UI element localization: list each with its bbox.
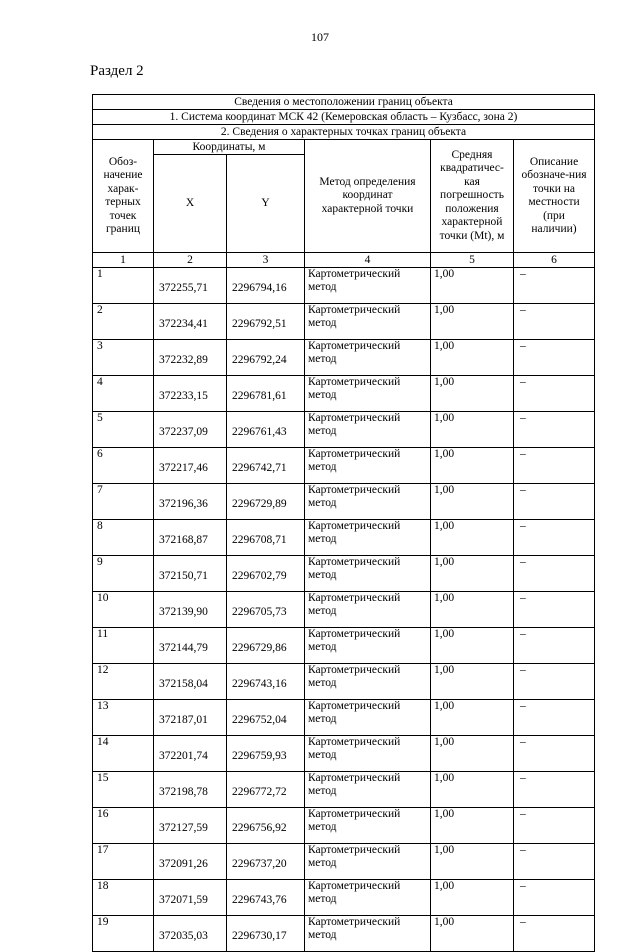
description-cell: – — [514, 304, 595, 340]
coord-x: 372237,09 — [154, 412, 227, 448]
coord-system-row — [93, 110, 595, 125]
coord-y: 2296752,04 — [227, 700, 305, 736]
point-number: 15 — [93, 772, 154, 808]
point-number: 18 — [93, 880, 154, 916]
page-number: 107 — [311, 30, 329, 44]
accuracy-cell: 1,00 — [431, 412, 514, 448]
description-cell: – — [514, 376, 595, 412]
point-number: 17 — [93, 844, 154, 880]
coord-x: 372091,26 — [154, 844, 227, 880]
header-accuracy: Средняя квадратичес-кая погрешность положения характерной точки (Mt), м — [431, 140, 514, 253]
table-row — [93, 412, 595, 448]
coord-x: 372234,41 — [154, 304, 227, 340]
point-number: 6 — [93, 448, 154, 484]
table-row — [93, 484, 595, 520]
method-cell: Картометрический метод — [305, 628, 431, 664]
method-cell: Картометрический метод — [305, 664, 431, 700]
point-number: 16 — [93, 808, 154, 844]
point-number: 13 — [93, 700, 154, 736]
coord-y: 2296759,93 — [227, 736, 305, 772]
table-subtitle: 2. Сведения о характерных точках границ объекта — [93, 125, 595, 140]
col-number: 5 — [431, 253, 514, 268]
table-row — [93, 844, 595, 880]
point-number: 19 — [93, 916, 154, 952]
header-point: Обоз-начение харак-терных точек границ — [93, 140, 154, 253]
description-cell: – — [514, 736, 595, 772]
coord-y: 2296730,17 — [227, 916, 305, 952]
header-row — [93, 140, 595, 155]
coord-x: 372217,46 — [154, 448, 227, 484]
col-number-row — [93, 253, 595, 268]
table-row — [93, 772, 595, 808]
coord-x: 372158,04 — [154, 664, 227, 700]
method-cell: Картометрический метод — [305, 340, 431, 376]
method-cell: Картометрический метод — [305, 880, 431, 916]
coord-y: 2296772,72 — [227, 772, 305, 808]
table-row — [93, 448, 595, 484]
point-number: 5 — [93, 412, 154, 448]
coord-y: 2296792,51 — [227, 304, 305, 340]
method-cell: Картометрический метод — [305, 844, 431, 880]
table-row — [93, 880, 595, 916]
method-cell: Картометрический метод — [305, 700, 431, 736]
coord-x: 372168,87 — [154, 520, 227, 556]
point-number: 7 — [93, 484, 154, 520]
accuracy-cell: 1,00 — [431, 700, 514, 736]
accuracy-cell: 1,00 — [431, 556, 514, 592]
coord-y: 2296756,92 — [227, 808, 305, 844]
coord-x: 372035,03 — [154, 916, 227, 952]
accuracy-cell: 1,00 — [431, 592, 514, 628]
description-cell: – — [514, 772, 595, 808]
method-cell: Картометрический метод — [305, 520, 431, 556]
table-row — [93, 736, 595, 772]
coord-y: 2296761,43 — [227, 412, 305, 448]
coord-x: 372255,71 — [154, 268, 227, 304]
method-cell: Картометрический метод — [305, 736, 431, 772]
accuracy-cell: 1,00 — [431, 340, 514, 376]
method-cell: Картометрический метод — [305, 772, 431, 808]
header-coords: Координаты, м — [154, 140, 305, 155]
coord-x: 372233,15 — [154, 376, 227, 412]
point-number: 1 — [93, 268, 154, 304]
coord-x: 372198,78 — [154, 772, 227, 808]
accuracy-cell: 1,00 — [431, 304, 514, 340]
description-cell: – — [514, 268, 595, 304]
coord-y: 2296792,24 — [227, 340, 305, 376]
accuracy-cell: 1,00 — [431, 808, 514, 844]
point-number: 9 — [93, 556, 154, 592]
coord-y: 2296781,61 — [227, 376, 305, 412]
table-row — [93, 628, 595, 664]
table-row — [93, 520, 595, 556]
description-cell: – — [514, 520, 595, 556]
col-number: 3 — [227, 253, 305, 268]
point-number: 2 — [93, 304, 154, 340]
header-y: Y — [227, 155, 305, 253]
coord-y: 2296742,71 — [227, 448, 305, 484]
method-cell: Картометрический метод — [305, 448, 431, 484]
method-cell: Картометрический метод — [305, 268, 431, 304]
coord-y: 2296743,76 — [227, 880, 305, 916]
description-cell: – — [514, 592, 595, 628]
accuracy-cell: 1,00 — [431, 844, 514, 880]
method-cell: Картометрический метод — [305, 412, 431, 448]
method-cell: Картометрический метод — [305, 304, 431, 340]
description-cell: – — [514, 340, 595, 376]
point-number: 3 — [93, 340, 154, 376]
method-cell: Картометрический метод — [305, 916, 431, 952]
coord-x: 372071,59 — [154, 880, 227, 916]
boundary-points-table — [92, 94, 595, 952]
table-row — [93, 592, 595, 628]
accuracy-cell: 1,00 — [431, 736, 514, 772]
coord-y: 2296737,20 — [227, 844, 305, 880]
col-number: 6 — [514, 253, 595, 268]
header-x: X — [154, 155, 227, 253]
table-row — [93, 340, 595, 376]
coord-x: 372144,79 — [154, 628, 227, 664]
coord-x: 372139,90 — [154, 592, 227, 628]
method-cell: Картометрический метод — [305, 556, 431, 592]
description-cell: – — [514, 844, 595, 880]
coord-y: 2296702,79 — [227, 556, 305, 592]
table-row — [93, 664, 595, 700]
accuracy-cell: 1,00 — [431, 772, 514, 808]
accuracy-cell: 1,00 — [431, 880, 514, 916]
accuracy-cell: 1,00 — [431, 664, 514, 700]
table-row — [93, 268, 595, 304]
description-cell: – — [514, 448, 595, 484]
table-row — [93, 376, 595, 412]
table-title-row — [93, 95, 595, 110]
accuracy-cell: 1,00 — [431, 268, 514, 304]
coord-y: 2296729,86 — [227, 628, 305, 664]
coord-x: 372201,74 — [154, 736, 227, 772]
description-cell: – — [514, 808, 595, 844]
coord-y: 2296794,16 — [227, 268, 305, 304]
col-number: 4 — [305, 253, 431, 268]
coord-x: 372127,59 — [154, 808, 227, 844]
point-number: 14 — [93, 736, 154, 772]
header-method: Метод определения координат характерной точки — [305, 140, 431, 253]
coord-y: 2296708,71 — [227, 520, 305, 556]
description-cell: – — [514, 664, 595, 700]
point-number: 11 — [93, 628, 154, 664]
method-cell: Картометрический метод — [305, 484, 431, 520]
accuracy-cell: 1,00 — [431, 628, 514, 664]
accuracy-cell: 1,00 — [431, 916, 514, 952]
header-description: Описание обозначе-ния точки на местности (при наличии) — [514, 140, 595, 253]
description-cell: – — [514, 628, 595, 664]
coord-y: 2296705,73 — [227, 592, 305, 628]
coord-x: 372150,71 — [154, 556, 227, 592]
description-cell: – — [514, 700, 595, 736]
coord-x: 372232,89 — [154, 340, 227, 376]
col-number: 2 — [154, 253, 227, 268]
description-cell: – — [514, 880, 595, 916]
section-title: Раздел 2 — [90, 63, 144, 79]
point-number: 8 — [93, 520, 154, 556]
point-number: 10 — [93, 592, 154, 628]
accuracy-cell: 1,00 — [431, 484, 514, 520]
table-subtitle-row — [93, 125, 595, 140]
coord-x: 372187,01 — [154, 700, 227, 736]
description-cell: – — [514, 484, 595, 520]
accuracy-cell: 1,00 — [431, 448, 514, 484]
table-row — [93, 808, 595, 844]
table-row — [93, 916, 595, 952]
table-title: Сведения о местоположении границ объекта — [93, 95, 595, 110]
description-cell: – — [514, 412, 595, 448]
method-cell: Картометрический метод — [305, 376, 431, 412]
point-number: 12 — [93, 664, 154, 700]
method-cell: Картометрический метод — [305, 808, 431, 844]
coord-x: 372196,36 — [154, 484, 227, 520]
description-cell: – — [514, 916, 595, 952]
method-cell: Картометрический метод — [305, 592, 431, 628]
accuracy-cell: 1,00 — [431, 520, 514, 556]
coord-system: 1. Система координат МСК 42 (Кемеровская область – Кузбасс, зона 2) — [93, 110, 595, 125]
col-number: 1 — [93, 253, 154, 268]
point-number: 4 — [93, 376, 154, 412]
accuracy-cell: 1,00 — [431, 376, 514, 412]
table-row — [93, 700, 595, 736]
table-row — [93, 556, 595, 592]
coord-y: 2296729,89 — [227, 484, 305, 520]
description-cell: – — [514, 556, 595, 592]
table-row — [93, 304, 595, 340]
coord-y: 2296743,16 — [227, 664, 305, 700]
